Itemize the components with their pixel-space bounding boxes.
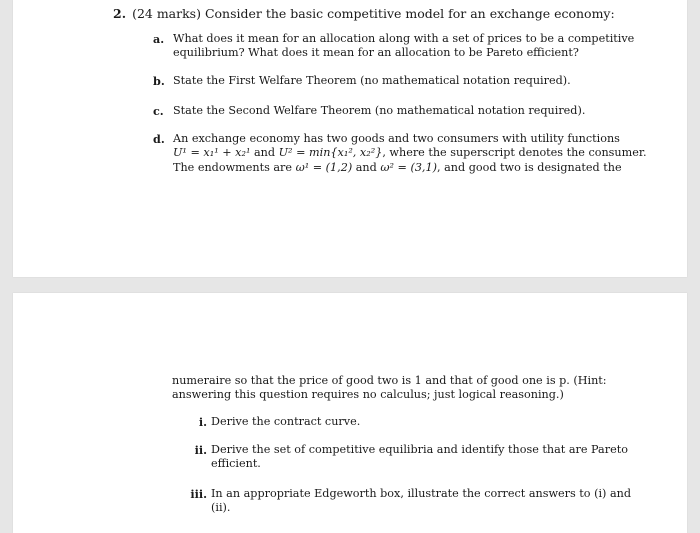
- subpart-text-line: Derive the set of competitive equilibria and identify those that are Pareto: [211, 443, 628, 456]
- part-text-fragment: , and good two is designated the: [436, 160, 622, 174]
- document-page-2: [13, 293, 687, 533]
- endowment-2: ω² = (3,1): [380, 160, 437, 174]
- question-heading: [113, 6, 615, 22]
- subpart-text-line: In an appropriate Edgeworth box, illustrate the correct answers to (i) and: [211, 487, 631, 500]
- subpart-text-line: Derive the contract curve.: [211, 415, 361, 428]
- part-text-line: equilibrium? What does it mean for an allocation to be Pareto efficient?: [173, 46, 579, 60]
- part-text-fragment: The endowments are: [173, 160, 296, 174]
- part-label: a.: [153, 32, 165, 46]
- subpart-label: i.: [198, 415, 207, 429]
- part-text-line: What does it mean for an allocation along with a set of prices to be a competitive: [173, 32, 635, 45]
- question-number: 2.: [113, 6, 127, 21]
- subpart-label: iii.: [190, 487, 207, 501]
- part-label: c.: [153, 104, 164, 118]
- continuation-line: answering this question requires no calculus; just logical reasoning.): [172, 388, 564, 402]
- part-label: d.: [153, 132, 165, 146]
- part-text-line: State the First Welfare Theorem (no mathematical notation required).: [173, 74, 571, 87]
- utility-function-1: U¹ = x₁¹ + x₂¹: [173, 146, 251, 160]
- document-page-1: [13, 0, 687, 277]
- endowment-1: ω¹ = (1,2): [295, 160, 353, 174]
- endowments-line: [173, 160, 622, 175]
- part-text-line: An exchange economy has two goods and two consumers with utility functions: [173, 132, 620, 145]
- part-text-line: State the Second Welfare Theorem (no mathematical notation required).: [173, 104, 586, 117]
- subpart-label: ii.: [194, 443, 207, 457]
- utility-functions-line: [173, 146, 647, 160]
- continuation-line: numeraire so that the price of good two is 1 and that of good one is p. (Hint:: [172, 374, 607, 387]
- utility-function-2: U² = min{x₁², x₂²}: [278, 146, 383, 160]
- subpart-text-line: efficient.: [211, 457, 261, 471]
- conjunction: and: [352, 160, 381, 174]
- subpart-text-line: (ii).: [211, 501, 231, 515]
- question-heading-text: (24 marks) Consider the basic competitive model for an exchange economy:: [132, 6, 615, 21]
- part-label: b.: [153, 74, 165, 88]
- conjunction: and: [250, 146, 279, 160]
- part-text-fragment: , where the superscript denotes the consumer.: [382, 146, 647, 160]
- part-d-continuation: [172, 374, 607, 403]
